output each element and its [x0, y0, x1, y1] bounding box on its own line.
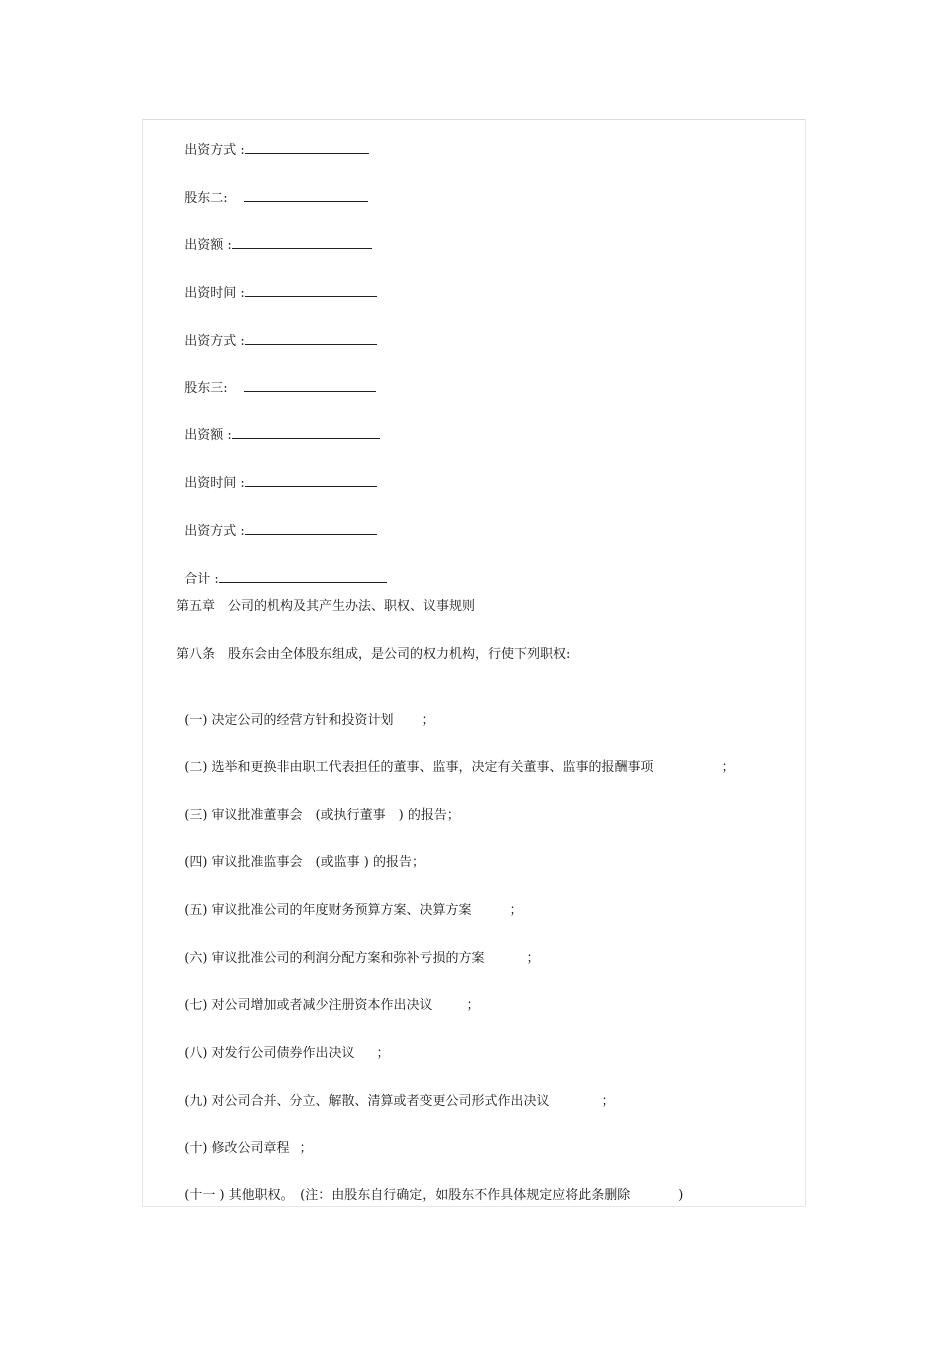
contribution-time-line: [176, 265, 377, 303]
item-text: (五) 审议批准公司的年度财务预算方案、决算方案: [184, 903, 472, 918]
shareholder-three-line: [176, 360, 376, 398]
fill-in-blank[interactable]: [245, 473, 377, 487]
fill-in-blank[interactable]: [244, 188, 368, 202]
field-label: 股东二:: [184, 191, 228, 206]
list-item: [176, 741, 735, 777]
field-label: 股东三:: [184, 381, 228, 396]
list-item: [176, 1027, 390, 1063]
field-label: 出资方式 :: [184, 143, 245, 158]
item-end: ；: [466, 998, 480, 1013]
field-label: 合计 :: [184, 572, 219, 587]
fill-in-blank[interactable]: [232, 235, 372, 249]
item-end: ；: [526, 951, 540, 966]
fill-in-blank[interactable]: [245, 521, 377, 535]
list-item: [176, 1169, 683, 1205]
list-item: [176, 694, 435, 730]
item-text: (十) 修改公司章程: [184, 1141, 290, 1156]
field-label: 出资额 :: [184, 428, 232, 443]
fill-in-blank[interactable]: [245, 331, 377, 345]
contribution-method-line: [176, 313, 377, 351]
fill-in-blank[interactable]: [232, 425, 380, 439]
list-item: [176, 1122, 313, 1158]
item-end: ): [678, 1188, 684, 1203]
field-label: 出资时间 :: [184, 476, 245, 491]
contribution-amount-line: [176, 217, 372, 255]
list-item: [176, 789, 460, 825]
chapter-title: 第五章 公司的机构及其产生办法、职权、议事规则: [176, 599, 476, 614]
field-label: 出资方式 :: [184, 334, 245, 349]
item-text: (十一 ) 其他职权。 (注：由股东自行确定，如股东不作具体规定应将此条删除: [184, 1188, 631, 1203]
list-item: [176, 836, 425, 872]
item-text: (一) 决定公司的经营方针和投资计划: [184, 713, 394, 728]
contribution-method-line: [176, 503, 377, 541]
contribution-time-line: [176, 455, 377, 493]
item-text: (三) 审议批准董事会 (或执行董事 ) 的报告；: [184, 808, 460, 823]
item-end: ；: [509, 903, 523, 918]
fill-in-blank[interactable]: [245, 283, 377, 297]
article-8: 第八条 股东会由全体股东组成，是公司的权力机构，行使下列职权:: [176, 647, 571, 662]
item-text: (七) 对公司增加或者减少注册资本作出决议: [184, 998, 433, 1013]
item-end: ；: [601, 1094, 615, 1109]
field-label: 出资额 :: [184, 238, 232, 253]
item-end: ；: [299, 1141, 313, 1156]
item-end: ；: [721, 760, 735, 775]
list-item: [176, 1075, 615, 1111]
item-text: (六) 审议批准公司的利润分配方案和弥补亏损的方案: [184, 951, 485, 966]
item-text: (四) 审议批准监事会 (或监事 ) 的报告；: [184, 855, 425, 870]
item-end: ；: [421, 713, 435, 728]
list-item: [176, 979, 480, 1015]
contribution-method-line: [176, 122, 369, 160]
list-item: [176, 932, 540, 968]
field-label: 出资时间 :: [184, 286, 245, 301]
fill-in-blank[interactable]: [245, 140, 369, 154]
total-line: [176, 551, 387, 589]
shareholder-two-line: [176, 170, 368, 208]
field-label: 出资方式 :: [184, 524, 245, 539]
item-text: (八) 对发行公司债券作出决议: [184, 1046, 355, 1061]
item-end: ；: [376, 1046, 390, 1061]
contribution-amount-line: [176, 407, 380, 445]
item-text: (九) 对公司合并、分立、解散、清算或者变更公司形式作出决议: [184, 1094, 550, 1109]
item-text: (二) 选举和更换非由职工代表担任的董事、监事，决定有关董事、监事的报酬事项: [184, 760, 654, 775]
list-item: [176, 884, 523, 920]
fill-in-blank[interactable]: [219, 569, 387, 583]
fill-in-blank[interactable]: [244, 378, 376, 392]
